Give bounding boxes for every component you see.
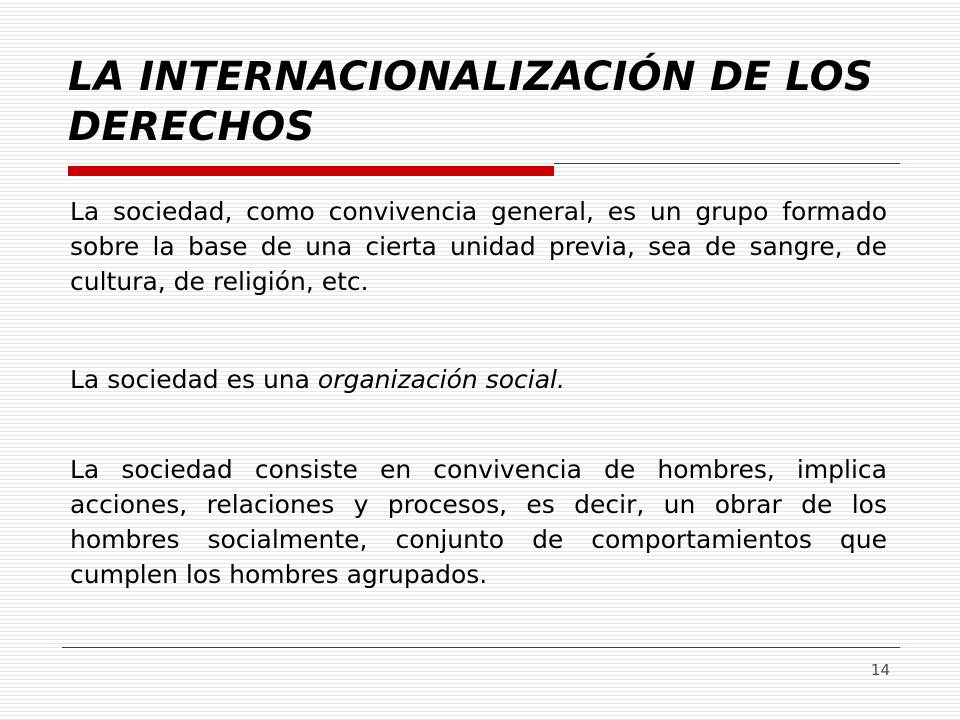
emphasized-phrase: organización social. (317, 365, 565, 394)
slide-title: LA INTERNACIONALIZACIÓN DE LOS DERECHOS (68, 54, 874, 150)
paragraph-society-coexistence: La sociedad consiste en convivencia de hombres, implica acciones, relaciones y procesos, es decir, un obrar de los hombres socialmente, conjunto de comportamientos que cumplen los hombres agrupados. (70, 455, 887, 589)
paragraph-social-organization-text: La sociedad es una (70, 365, 318, 394)
footer-divider-line (62, 647, 900, 648)
page-number: 14 (870, 661, 890, 679)
paragraph-society-definition: La sociedad, como convivencia general, es un grupo formado sobre la base de una cierta unidad previa, sea de sangre, de cultura, de religión, etc. (70, 197, 887, 296)
title-divider-line (554, 163, 900, 164)
paragraph-social-organization (70, 362, 887, 397)
title-accent-bar (68, 166, 554, 176)
